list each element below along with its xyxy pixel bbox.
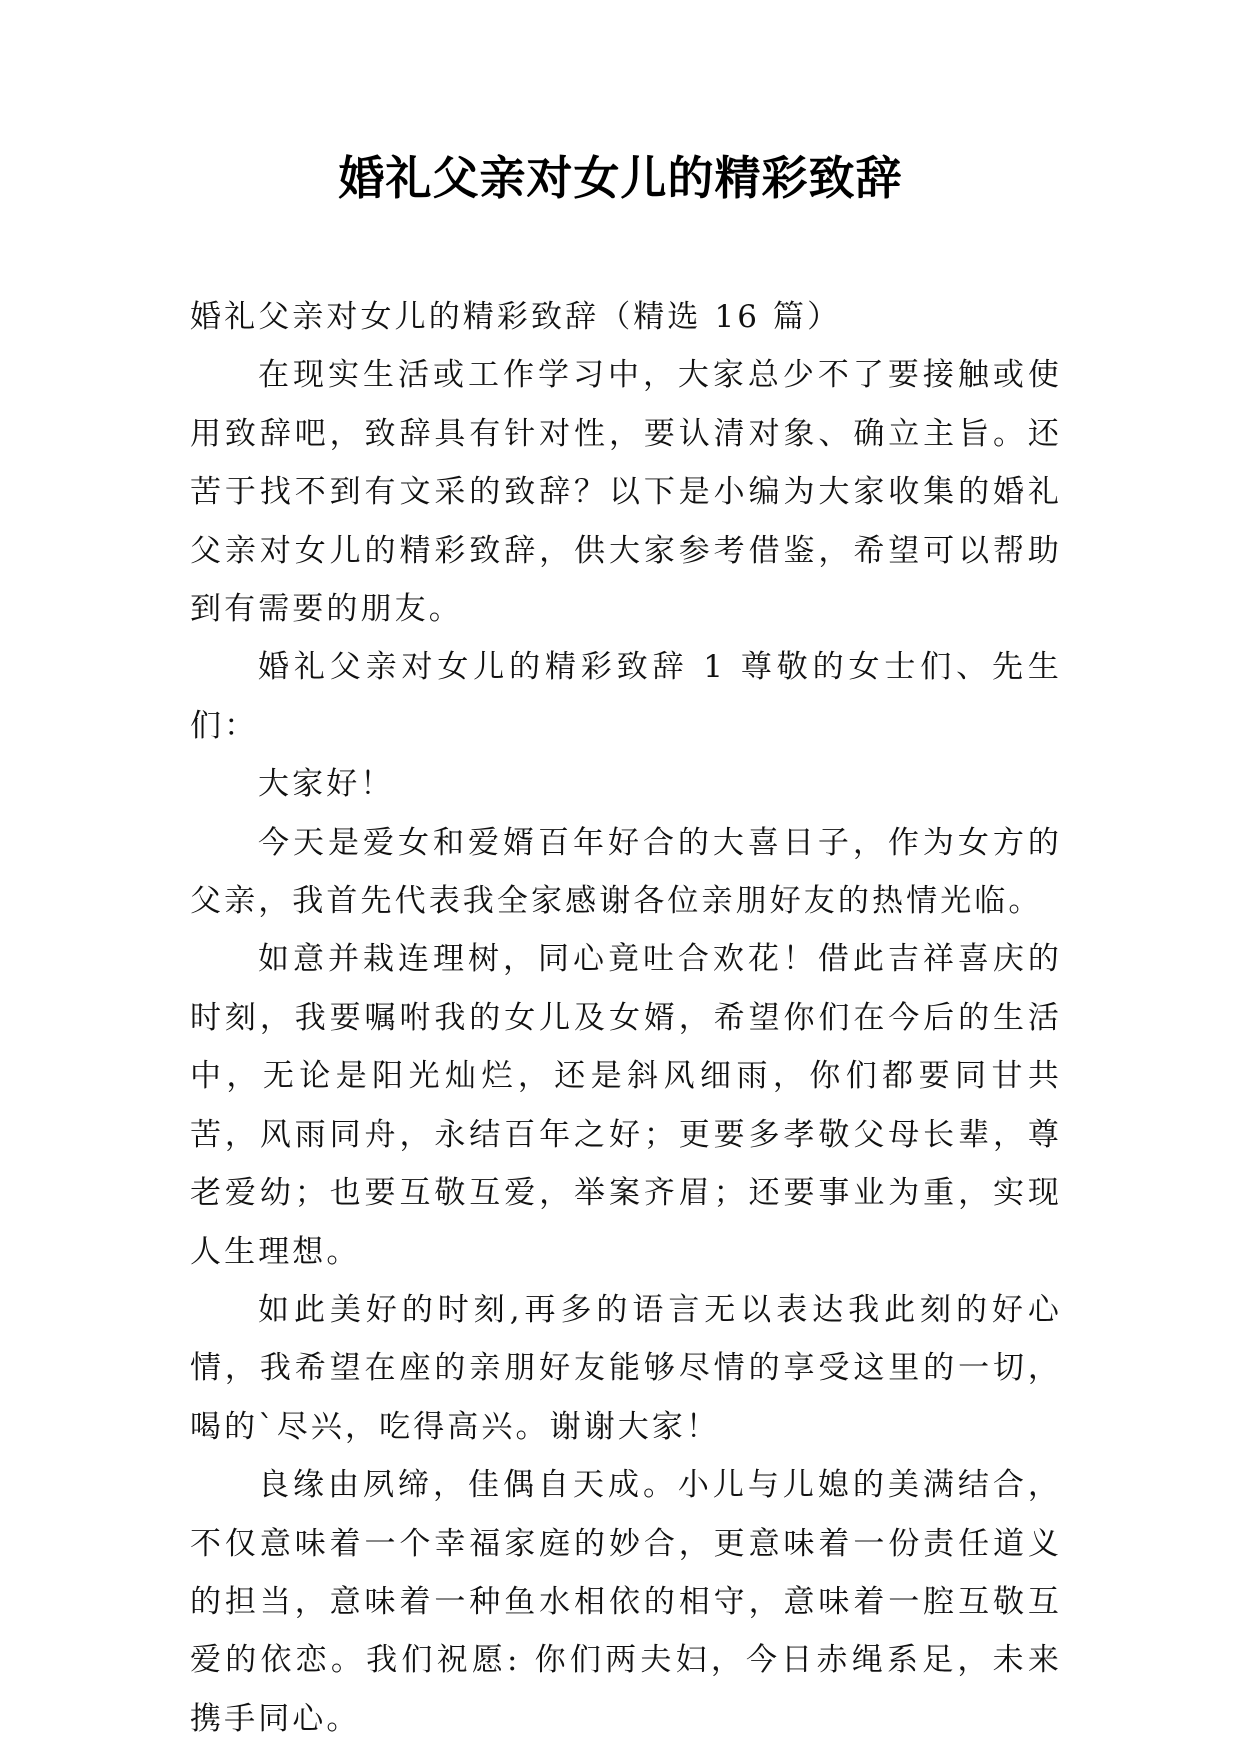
document-subtitle: 婚礼父亲对女儿的精彩致辞（精选 16 篇） bbox=[190, 299, 842, 335]
page-title: 婚礼父亲对女儿的精彩致辞 bbox=[338, 151, 903, 205]
paragraph-intro: 在现实生活或工作学习中，大家总少不了要接触或使用致辞吧，致辞具有针对性，要认清对象、确立主旨。还苦于找不到有文采的致辞？以下是小编为大家收集的婚礼父亲对女儿的精彩致辞，供大家参考借鉴，希望可以帮助到有需要的朋友。 bbox=[190, 357, 1062, 628]
paragraph-speech-1-heading: 婚礼父亲对女儿的精彩致辞 1 尊敬的女士们、先生们： bbox=[190, 649, 1062, 744]
paragraph-greeting: 大家好！ bbox=[258, 766, 395, 803]
paragraph: 如意并栽连理树，同心竟吐合欢花！借此吉祥喜庆的时刻，我要嘱咐我的女儿及女婿，希望你们在今后的生活中，无论是阳光灿烂，还是斜风细雨，你们都要同甘共苦，风雨同舟，永结百年之好；更要多孝敬父母长辈，尊老爱幼；也要互敬互爱，举案齐眉；还要事业为重，实现人生理想。 bbox=[190, 941, 1062, 1270]
paragraph: 良缘由夙缔，佳偶自天成。小儿与儿媳的美满结合，不仅意味着一个幸福家庭的妙合，更意味着一份责任道义的担当，意味着一种鱼水相依的相守，意味着一腔互敬互爱的依恋。我们祝愿: 你们两夫妇，今日赤绳系足，未来携手同心。 bbox=[190, 1467, 1062, 1737]
paragraph: 今天是爱女和爱婿百年好合的大喜日子，作为女方的父亲，我首先代表我全家感谢各位亲朋好友的热情光临。 bbox=[190, 824, 1062, 920]
document-body bbox=[190, 288, 1062, 1748]
paragraph: 如此美好的时刻,再多的语言无以表达我此刻的好心情，我希望在座的亲朋好友能够尽情的享受这里的一切，喝的`尽兴，吃得高兴。谢谢大家！ bbox=[190, 1291, 1062, 1445]
